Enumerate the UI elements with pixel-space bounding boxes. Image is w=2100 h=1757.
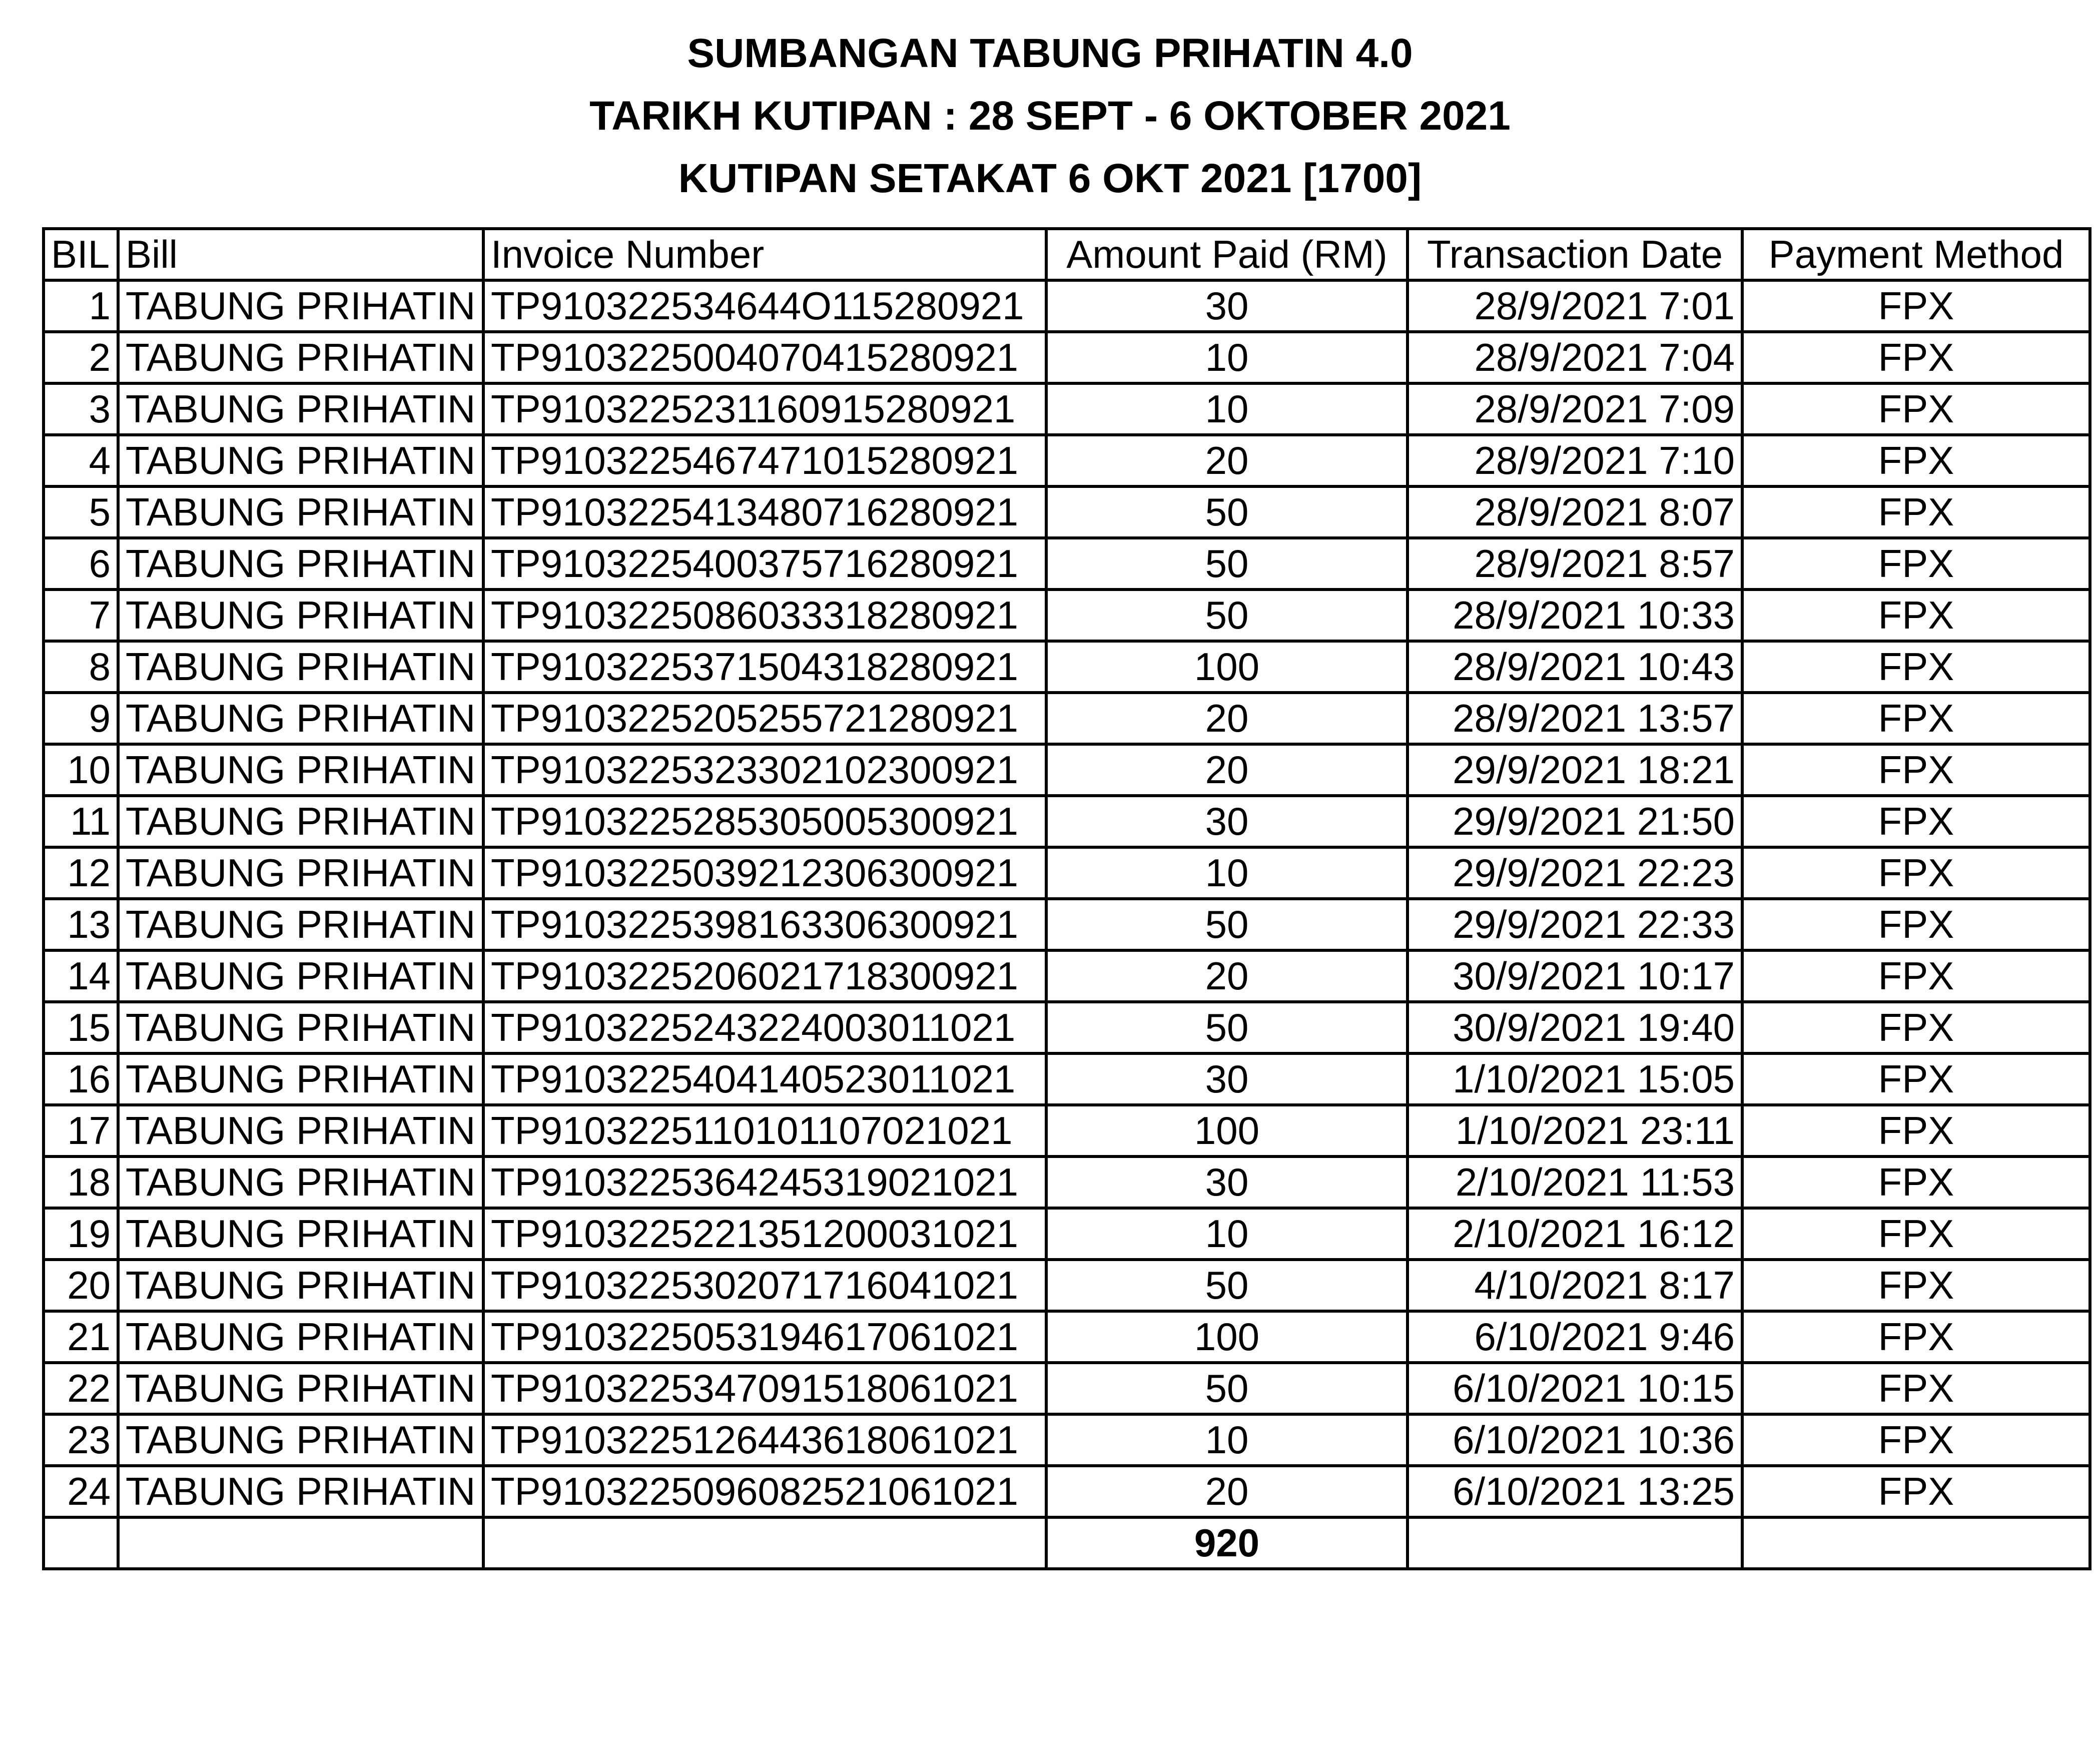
cell-transaction-date: 6/10/2021 13:25 (1408, 1466, 1742, 1517)
cell-amount-paid: 50 (1046, 486, 1408, 538)
cell-transaction-date: 28/9/2021 10:43 (1408, 641, 1742, 693)
cell-transaction-date: 28/9/2021 7:01 (1408, 280, 1742, 332)
cell-bil: 19 (44, 1208, 118, 1260)
table-row (44, 538, 2090, 590)
cell-bil: 21 (44, 1311, 118, 1363)
cell-transaction-date: 30/9/2021 19:40 (1408, 1002, 1742, 1053)
cell-bil: 3 (44, 383, 118, 435)
cell-bill: TABUNG PRIHATIN (118, 641, 483, 693)
total-empty-cell (118, 1517, 483, 1569)
cell-invoice-number: TP9103225053194617061021 (483, 1311, 1046, 1363)
cell-bil: 20 (44, 1260, 118, 1311)
cell-bill: TABUNG PRIHATIN (118, 486, 483, 538)
cell-invoice-number: TP9103225243224003011021 (483, 1002, 1046, 1053)
cell-transaction-date: 2/10/2021 11:53 (1408, 1156, 1742, 1208)
total-empty-cell (1742, 1517, 2090, 1569)
table-row (44, 1311, 2090, 1363)
cell-bill: TABUNG PRIHATIN (118, 744, 483, 796)
cell-bill: TABUNG PRIHATIN (118, 332, 483, 383)
table-row (44, 1105, 2090, 1156)
header-invoice-number: Invoice Number (483, 229, 1046, 280)
cell-bill: TABUNG PRIHATIN (118, 1414, 483, 1466)
cell-payment-method: FPX (1742, 590, 2090, 641)
cell-transaction-date: 28/9/2021 10:33 (1408, 590, 1742, 641)
cell-payment-method: FPX (1742, 1414, 2090, 1466)
cell-amount-paid: 50 (1046, 899, 1408, 950)
table-row (44, 847, 2090, 899)
cell-payment-method: FPX (1742, 1208, 2090, 1260)
title-line-2: TARIKH KUTIPAN : 28 SEPT - 6 OKTOBER 2021 (589, 93, 1511, 139)
cell-bil: 12 (44, 847, 118, 899)
cell-transaction-date: 6/10/2021 10:15 (1408, 1363, 1742, 1414)
cell-payment-method: FPX (1742, 435, 2090, 486)
title-line-1: SUMBANGAN TABUNG PRIHATIN 4.0 (687, 31, 1413, 76)
cell-invoice-number: TP9103225086033318280921 (483, 590, 1046, 641)
cell-bil: 16 (44, 1053, 118, 1105)
cell-amount-paid: 30 (1046, 1156, 1408, 1208)
cell-transaction-date: 29/9/2021 22:33 (1408, 899, 1742, 950)
cell-transaction-date: 28/9/2021 7:09 (1408, 383, 1742, 435)
header-row (44, 229, 2090, 280)
cell-payment-method: FPX (1742, 383, 2090, 435)
cell-bill: TABUNG PRIHATIN (118, 1105, 483, 1156)
table-row (44, 641, 2090, 693)
donation-table (42, 227, 2091, 1570)
cell-payment-method: FPX (1742, 332, 2090, 383)
cell-amount-paid: 50 (1046, 1002, 1408, 1053)
cell-payment-method: FPX (1742, 693, 2090, 744)
cell-payment-method: FPX (1742, 1105, 2090, 1156)
cell-invoice-number: TP9103225126443618061021 (483, 1414, 1046, 1466)
cell-bil: 18 (44, 1156, 118, 1208)
cell-invoice-number: TP9103225371504318280921 (483, 641, 1046, 693)
table-row (44, 332, 2090, 383)
table-row (44, 1363, 2090, 1414)
cell-payment-method: FPX (1742, 641, 2090, 693)
cell-amount-paid: 50 (1046, 1260, 1408, 1311)
cell-amount-paid: 10 (1046, 1414, 1408, 1466)
cell-invoice-number: TP9103225413480716280921 (483, 486, 1046, 538)
cell-bill: TABUNG PRIHATIN (118, 1363, 483, 1414)
cell-transaction-date: 28/9/2021 8:57 (1408, 538, 1742, 590)
table-row (44, 1156, 2090, 1208)
cell-amount-paid: 10 (1046, 1208, 1408, 1260)
cell-invoice-number: TP9103225404140523011021 (483, 1053, 1046, 1105)
cell-amount-paid: 10 (1046, 847, 1408, 899)
cell-bill: TABUNG PRIHATIN (118, 1466, 483, 1517)
cell-transaction-date: 2/10/2021 16:12 (1408, 1208, 1742, 1260)
table-row (44, 1414, 2090, 1466)
cell-bill: TABUNG PRIHATIN (118, 899, 483, 950)
cell-bil: 10 (44, 744, 118, 796)
cell-bill: TABUNG PRIHATIN (118, 1311, 483, 1363)
cell-bil: 1 (44, 280, 118, 332)
cell-payment-method: FPX (1742, 950, 2090, 1002)
table-row (44, 1260, 2090, 1311)
cell-amount-paid: 100 (1046, 641, 1408, 693)
table-row (44, 590, 2090, 641)
cell-payment-method: FPX (1742, 796, 2090, 847)
cell-payment-method: FPX (1742, 1156, 2090, 1208)
cell-amount-paid: 50 (1046, 590, 1408, 641)
cell-bill: TABUNG PRIHATIN (118, 1260, 483, 1311)
cell-amount-paid: 20 (1046, 693, 1408, 744)
cell-invoice-number: TP9103225206021718300921 (483, 950, 1046, 1002)
cell-bil: 22 (44, 1363, 118, 1414)
cell-payment-method: FPX (1742, 1053, 2090, 1105)
table-row (44, 899, 2090, 950)
table-row (44, 435, 2090, 486)
cell-bil: 7 (44, 590, 118, 641)
document-title (0, 22, 2100, 210)
table-row (44, 1466, 2090, 1517)
cell-invoice-number: TP910322534644O115280921 (483, 280, 1046, 332)
cell-bill: TABUNG PRIHATIN (118, 847, 483, 899)
total-empty-cell (44, 1517, 118, 1569)
cell-payment-method: FPX (1742, 899, 2090, 950)
table-row (44, 486, 2090, 538)
cell-transaction-date: 30/9/2021 10:17 (1408, 950, 1742, 1002)
cell-transaction-date: 28/9/2021 7:04 (1408, 332, 1742, 383)
cell-payment-method: FPX (1742, 538, 2090, 590)
cell-transaction-date: 29/9/2021 21:50 (1408, 796, 1742, 847)
cell-bill: TABUNG PRIHATIN (118, 280, 483, 332)
cell-transaction-date: 6/10/2021 9:46 (1408, 1311, 1742, 1363)
cell-bil: 14 (44, 950, 118, 1002)
header-amount-paid: Amount Paid (RM) (1046, 229, 1408, 280)
total-amount: 920 (1046, 1517, 1408, 1569)
title-line-3: KUTIPAN SETAKAT 6 OKT 2021 [1700] (678, 156, 1422, 201)
cell-bil: 11 (44, 796, 118, 847)
table-row (44, 1053, 2090, 1105)
cell-payment-method: FPX (1742, 744, 2090, 796)
cell-bil: 8 (44, 641, 118, 693)
cell-payment-method: FPX (1742, 1311, 2090, 1363)
cell-bill: TABUNG PRIHATIN (118, 383, 483, 435)
header-bil: BIL (44, 229, 118, 280)
cell-bill: TABUNG PRIHATIN (118, 590, 483, 641)
cell-amount-paid: 20 (1046, 1466, 1408, 1517)
cell-bill: TABUNG PRIHATIN (118, 796, 483, 847)
cell-bil: 9 (44, 693, 118, 744)
cell-transaction-date: 6/10/2021 10:36 (1408, 1414, 1742, 1466)
table-row (44, 744, 2090, 796)
cell-bil: 15 (44, 1002, 118, 1053)
cell-transaction-date: 1/10/2021 15:05 (1408, 1053, 1742, 1105)
cell-payment-method: FPX (1742, 1466, 2090, 1517)
table-row (44, 1208, 2090, 1260)
cell-amount-paid: 10 (1046, 383, 1408, 435)
cell-invoice-number: TP9103225323302102300921 (483, 744, 1046, 796)
cell-amount-paid: 20 (1046, 744, 1408, 796)
cell-payment-method: FPX (1742, 1260, 2090, 1311)
cell-invoice-number: TP9103225039212306300921 (483, 847, 1046, 899)
cell-invoice-number: TP9103225221351200031021 (483, 1208, 1046, 1260)
cell-amount-paid: 20 (1046, 435, 1408, 486)
cell-amount-paid: 30 (1046, 280, 1408, 332)
cell-amount-paid: 50 (1046, 1363, 1408, 1414)
cell-bill: TABUNG PRIHATIN (118, 1053, 483, 1105)
cell-invoice-number: TP9103225205255721280921 (483, 693, 1046, 744)
cell-invoice-number: TP9103225364245319021021 (483, 1156, 1046, 1208)
cell-invoice-number: TP9103225110101107021021 (483, 1105, 1046, 1156)
cell-bil: 23 (44, 1414, 118, 1466)
cell-amount-paid: 30 (1046, 1053, 1408, 1105)
cell-bil: 6 (44, 538, 118, 590)
cell-amount-paid: 30 (1046, 796, 1408, 847)
table-body (44, 280, 2090, 1517)
cell-invoice-number: TP9103225004070415280921 (483, 332, 1046, 383)
cell-bil: 17 (44, 1105, 118, 1156)
cell-payment-method: FPX (1742, 280, 2090, 332)
cell-transaction-date: 29/9/2021 18:21 (1408, 744, 1742, 796)
header-transaction-date: Transaction Date (1408, 229, 1742, 280)
cell-invoice-number: TP9103225347091518061021 (483, 1363, 1046, 1414)
table-row (44, 1002, 2090, 1053)
cell-bill: TABUNG PRIHATIN (118, 1208, 483, 1260)
cell-invoice-number: TP9103225231160915280921 (483, 383, 1046, 435)
header-bill: Bill (118, 229, 483, 280)
cell-bil: 24 (44, 1466, 118, 1517)
cell-amount-paid: 50 (1046, 538, 1408, 590)
cell-payment-method: FPX (1742, 1363, 2090, 1414)
cell-bil: 2 (44, 332, 118, 383)
table-row (44, 693, 2090, 744)
cell-amount-paid: 100 (1046, 1105, 1408, 1156)
cell-invoice-number: TP9103225400375716280921 (483, 538, 1046, 590)
total-row (44, 1517, 2090, 1569)
table-row (44, 280, 2090, 332)
cell-transaction-date: 4/10/2021 8:17 (1408, 1260, 1742, 1311)
cell-invoice-number: TP9103225467471015280921 (483, 435, 1046, 486)
cell-invoice-number: TP9103225302071716041021 (483, 1260, 1046, 1311)
cell-invoice-number: TP9103225285305005300921 (483, 796, 1046, 847)
cell-transaction-date: 28/9/2021 13:57 (1408, 693, 1742, 744)
header-payment-method: Payment Method (1742, 229, 2090, 280)
cell-invoice-number: TP9103225398163306300921 (483, 899, 1046, 950)
table-row (44, 950, 2090, 1002)
cell-transaction-date: 1/10/2021 23:11 (1408, 1105, 1742, 1156)
table-row (44, 383, 2090, 435)
cell-transaction-date: 28/9/2021 7:10 (1408, 435, 1742, 486)
cell-bill: TABUNG PRIHATIN (118, 435, 483, 486)
cell-payment-method: FPX (1742, 486, 2090, 538)
cell-invoice-number: TP9103225096082521061021 (483, 1466, 1046, 1517)
cell-payment-method: FPX (1742, 1002, 2090, 1053)
cell-bill: TABUNG PRIHATIN (118, 1156, 483, 1208)
cell-amount-paid: 100 (1046, 1311, 1408, 1363)
cell-bill: TABUNG PRIHATIN (118, 950, 483, 1002)
cell-bil: 4 (44, 435, 118, 486)
cell-payment-method: FPX (1742, 847, 2090, 899)
cell-bill: TABUNG PRIHATIN (118, 1002, 483, 1053)
cell-bil: 13 (44, 899, 118, 950)
cell-bill: TABUNG PRIHATIN (118, 538, 483, 590)
total-empty-cell (483, 1517, 1046, 1569)
cell-transaction-date: 28/9/2021 8:07 (1408, 486, 1742, 538)
cell-bil: 5 (44, 486, 118, 538)
cell-transaction-date: 29/9/2021 22:23 (1408, 847, 1742, 899)
cell-bill: TABUNG PRIHATIN (118, 693, 483, 744)
total-empty-cell (1408, 1517, 1742, 1569)
cell-amount-paid: 20 (1046, 950, 1408, 1002)
table-row (44, 796, 2090, 847)
cell-amount-paid: 10 (1046, 332, 1408, 383)
